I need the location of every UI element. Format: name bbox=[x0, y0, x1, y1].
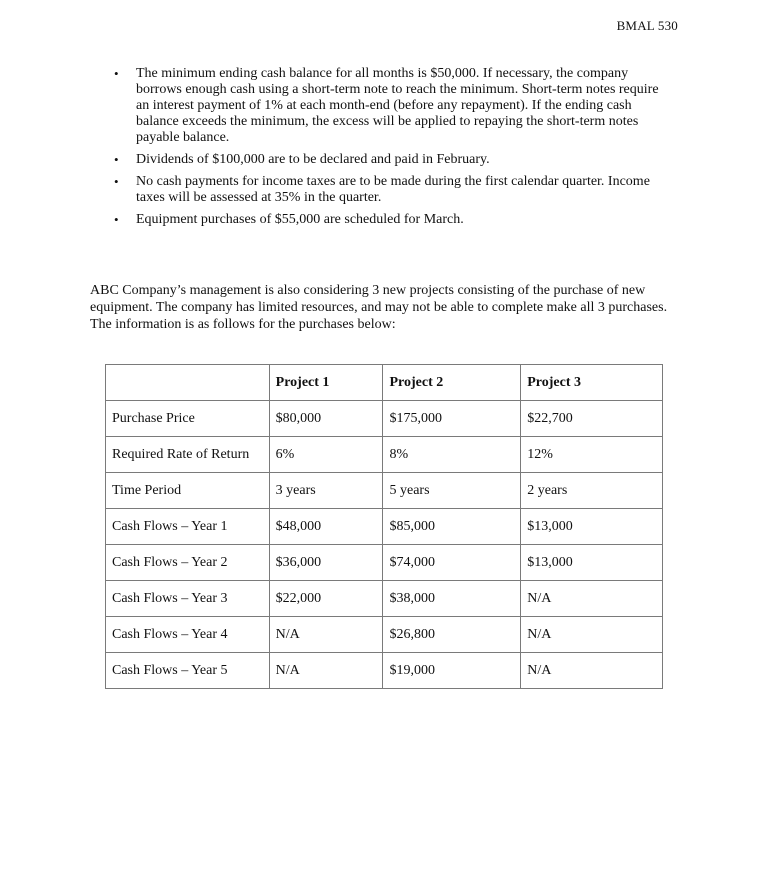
table-cell: $13,000 bbox=[521, 545, 663, 581]
table-cell: 2 years bbox=[521, 473, 663, 509]
bullet-icon: • bbox=[114, 212, 119, 227]
table-cell: N/A bbox=[269, 653, 383, 689]
table-cell: 8% bbox=[383, 437, 521, 473]
row-label: Cash Flows – Year 3 bbox=[106, 581, 270, 617]
bullet-icon: • bbox=[114, 66, 119, 81]
table-cell: 3 years bbox=[269, 473, 383, 509]
table-cell: $19,000 bbox=[383, 653, 521, 689]
row-label: Cash Flows – Year 1 bbox=[106, 509, 270, 545]
table-row bbox=[106, 509, 663, 545]
header-project-3: Project 3 bbox=[521, 365, 663, 401]
row-label: Cash Flows – Year 5 bbox=[106, 653, 270, 689]
table-cell: $38,000 bbox=[383, 581, 521, 617]
table-cell: $48,000 bbox=[269, 509, 383, 545]
table-cell: N/A bbox=[521, 653, 663, 689]
bullet-text: Dividends of $100,000 are to be declared and paid in February. bbox=[136, 152, 490, 167]
assumptions-list bbox=[0, 66, 768, 234]
table-cell: 12% bbox=[521, 437, 663, 473]
table-cell: N/A bbox=[521, 617, 663, 653]
bullet-text: Equipment purchases of $55,000 are scheduled for March. bbox=[136, 212, 464, 227]
row-label: Cash Flows – Year 2 bbox=[106, 545, 270, 581]
list-item bbox=[0, 212, 768, 228]
table-row bbox=[106, 617, 663, 653]
table-row bbox=[106, 473, 663, 509]
header-project-2: Project 2 bbox=[383, 365, 521, 401]
row-label: Required Rate of Return bbox=[106, 437, 270, 473]
row-label: Time Period bbox=[106, 473, 270, 509]
table-cell: $36,000 bbox=[269, 545, 383, 581]
row-label: Cash Flows – Year 4 bbox=[106, 617, 270, 653]
projects-table bbox=[105, 364, 663, 689]
table-row bbox=[106, 653, 663, 689]
header-cell-empty bbox=[106, 365, 270, 401]
bullet-icon: • bbox=[114, 174, 119, 189]
table-header-row bbox=[106, 365, 663, 401]
bullet-text: No cash payments for income taxes are to be made during the first calendar quarter. Income taxes will be assessed at 35% in the quarter. bbox=[136, 174, 650, 205]
table-cell: $22,000 bbox=[269, 581, 383, 617]
bullet-text: The minimum ending cash balance for all months is $50,000. If necessary, the company borrows enough cash using a short-term note to reach the minimum. Short-term notes require an interest payment of 1% at each month-end (before any repayment). If the ending cash balance exceeds the minimum, the excess will be applied to repaying the short-term notes payable balance. bbox=[136, 66, 659, 145]
table-cell: 5 years bbox=[383, 473, 521, 509]
table-cell: 6% bbox=[269, 437, 383, 473]
table-cell: N/A bbox=[269, 617, 383, 653]
table-cell: $175,000 bbox=[383, 401, 521, 437]
table-cell: $85,000 bbox=[383, 509, 521, 545]
table-cell: $22,700 bbox=[521, 401, 663, 437]
table-cell: $80,000 bbox=[269, 401, 383, 437]
table-row bbox=[106, 581, 663, 617]
table-cell: $13,000 bbox=[521, 509, 663, 545]
table-cell: $26,800 bbox=[383, 617, 521, 653]
course-code: BMAL 530 bbox=[616, 18, 678, 33]
header-project-1: Project 1 bbox=[269, 365, 383, 401]
bullet-icon: • bbox=[114, 152, 119, 167]
list-item bbox=[0, 174, 768, 206]
list-item bbox=[0, 66, 768, 146]
intro-paragraph: ABC Company’s management is also considering 3 new projects consisting of the purchase of new equipment. The company has limited resources, and may not be able to complete make all 3 purchases. The information is as follows for the purchases below: bbox=[90, 283, 668, 332]
table-cell: N/A bbox=[521, 581, 663, 617]
row-label: Purchase Price bbox=[106, 401, 270, 437]
table-row bbox=[106, 437, 663, 473]
table-row bbox=[106, 401, 663, 437]
table-cell: $74,000 bbox=[383, 545, 521, 581]
table-row bbox=[106, 545, 663, 581]
list-item bbox=[0, 152, 768, 168]
